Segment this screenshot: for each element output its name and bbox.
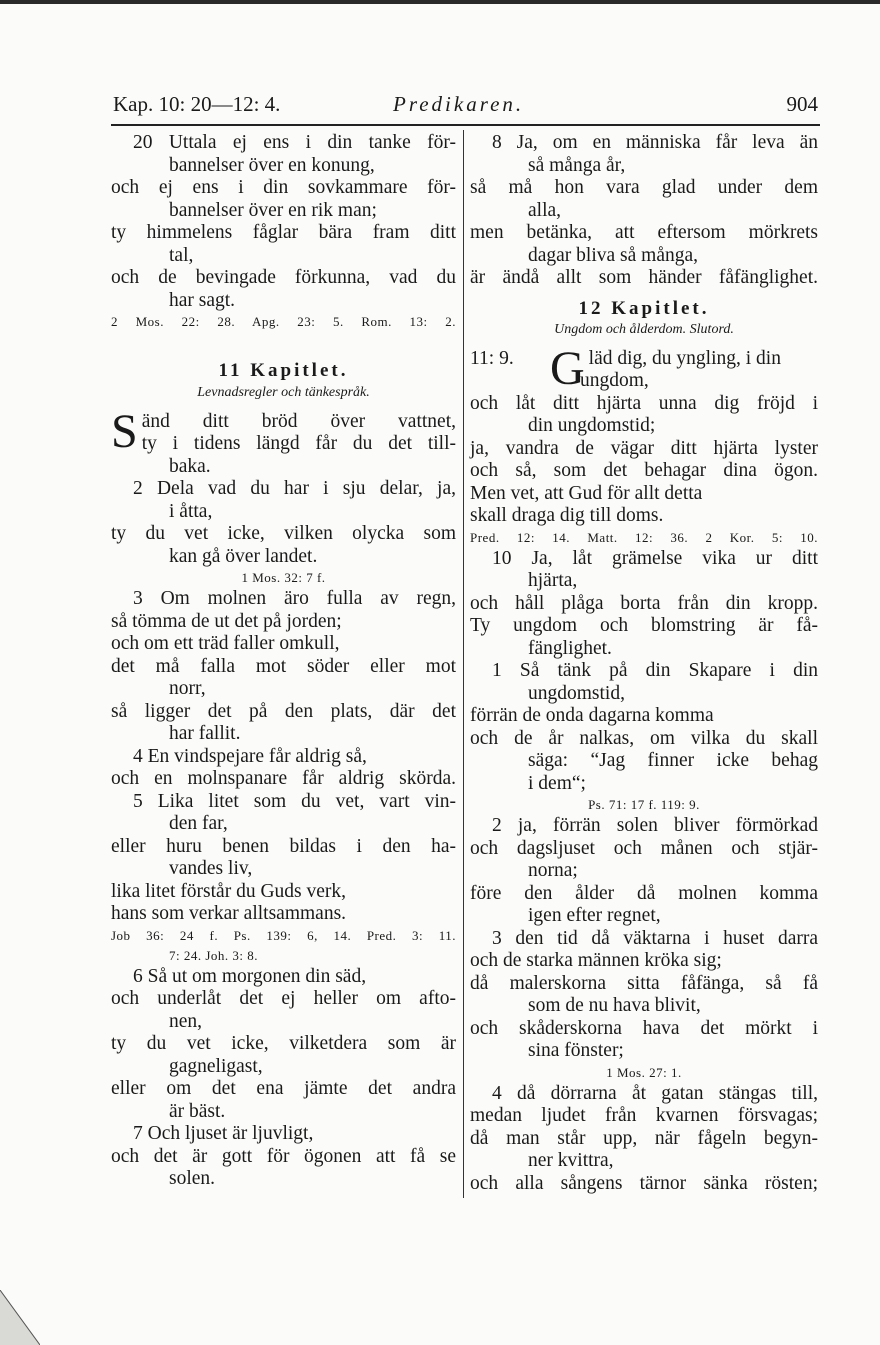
verse-line: sina fönster; bbox=[528, 1040, 624, 1061]
verse-line: norna; bbox=[528, 860, 578, 881]
verse-line: ty du vet icke, vilketdera som är bbox=[111, 1033, 456, 1054]
verse-line: 1 Så tänk på din Skapare i din bbox=[492, 660, 818, 681]
verse-line: fänglighet. bbox=[528, 637, 612, 659]
cross-reference: 1 Mos. 32: 7 f. bbox=[241, 570, 326, 585]
verse-line: 10 Ja, låt grämelse vika ur ditt bbox=[492, 547, 818, 569]
verse-line: 3 Om molnen äro fulla av regn, bbox=[133, 588, 456, 609]
verse-line: så ligger det på den plats, där det bbox=[111, 700, 456, 722]
verse-line: ner kvittra, bbox=[528, 1150, 614, 1171]
verse-line: lika litet förstår du Guds verk, bbox=[111, 880, 347, 902]
verse-line: då malerskorna sitta fåfänga, så få bbox=[470, 972, 818, 994]
verse-line: i åtta, bbox=[169, 500, 213, 522]
cross-reference: Pred. 12: 14. Matt. 12: 36. 2 Kor. 5: 10. bbox=[470, 529, 818, 545]
verse-line: 20 Uttala ej ens i din tanke för- bbox=[133, 132, 456, 153]
verse-line: nen, bbox=[169, 1010, 203, 1032]
verse-line: så må hon vara glad under dem bbox=[470, 177, 818, 198]
verse-line: och håll plåga borta från din kropp. bbox=[470, 592, 818, 614]
verse-line: eller om det ena jämte det andra bbox=[111, 1078, 456, 1099]
verse-line: solen. bbox=[169, 1168, 216, 1189]
verse-line: ty himmelens fåglar bära fram ditt bbox=[111, 222, 456, 243]
verse-line: igen efter regnet, bbox=[528, 905, 661, 926]
verse-line: 7 Och ljuset är ljuvligt, bbox=[133, 1123, 314, 1144]
verse-line: och de starka männen kröka sig; bbox=[470, 950, 722, 971]
right-column bbox=[470, 132, 818, 1195]
verse-line: och om ett träd faller omkull, bbox=[111, 633, 340, 654]
verse-line: ungdom, bbox=[580, 370, 649, 391]
verse-line: din ungdomstid; bbox=[528, 415, 656, 436]
verse-line: hjärta, bbox=[528, 570, 578, 591]
page-top-edge bbox=[0, 0, 880, 4]
verse-line: tal, bbox=[169, 244, 194, 266]
cross-reference: Ps. 71: 17 f. 119: 9. bbox=[588, 797, 700, 812]
verse-line: säga: “Jag finner icke behag bbox=[528, 750, 818, 771]
verse-line: alla, bbox=[528, 199, 562, 221]
verse-line: som de nu hava blivit, bbox=[528, 995, 701, 1016]
verse-line: den far, bbox=[169, 813, 228, 834]
verse-line: läd dig, du yngling, i din bbox=[588, 348, 781, 369]
verse-line: och dagsljuset och månen och stjär- bbox=[470, 837, 818, 859]
verse-line: och det är gott för ögonen att få se bbox=[111, 1145, 456, 1167]
verse-line: det må falla mot söder eller mot bbox=[111, 655, 456, 677]
verse-line: Ty ungdom och blomstring är få- bbox=[470, 615, 818, 636]
verse-line: är ändå allt som händer fåfänglighet. bbox=[470, 267, 818, 288]
cross-reference: 1 Mos. 27: 1. bbox=[606, 1064, 682, 1080]
verse-line: 6 Så ut om morgonen din säd, bbox=[133, 965, 367, 987]
header-rule bbox=[111, 124, 820, 126]
drop-cap: S bbox=[111, 404, 138, 458]
cross-reference: 2 Mos. 22: 28. Apg. 23: 5. Rom. 13: 2. bbox=[111, 314, 456, 329]
verse-line: skall draga dig till doms. bbox=[470, 505, 664, 526]
verse-line: gagneligast, bbox=[169, 1055, 263, 1077]
verse-line: och så, som det behagar dina ögon. bbox=[470, 460, 818, 481]
verse-line: före den ålder då molnen komma bbox=[470, 882, 818, 904]
verse-line: eller huru benen bildas i den ha- bbox=[111, 835, 456, 857]
cross-reference: Job 36: 24 f. Ps. 139: 6, 14. Pred. 3: 11. bbox=[111, 927, 456, 943]
verse-line: och underlåt det ej heller om afto- bbox=[111, 988, 456, 1009]
chapter-title: 12 Kapitlet. bbox=[578, 297, 710, 319]
verse-line: norr, bbox=[169, 678, 206, 699]
drop-cap: G bbox=[550, 342, 585, 395]
verse-line: och de år nalkas, om vilka du skall bbox=[470, 727, 818, 749]
verse-line: och alla sångens tärnor sänka rösten; bbox=[470, 1172, 818, 1194]
header-book-title: Predikaren. bbox=[393, 92, 525, 116]
verse-line: 2 ja, förrän solen bliver förmörkad bbox=[492, 815, 818, 836]
verse-line: är bäst. bbox=[169, 1100, 226, 1122]
verse-line: kan gå över landet. bbox=[169, 545, 318, 567]
verse-line: 2 Dela vad du har i sju delar, ja, bbox=[133, 478, 456, 499]
verse-line: vandes liv, bbox=[169, 858, 253, 879]
verse-line: och skåderskorna hava det mörkt i bbox=[470, 1017, 818, 1039]
verse-line: 4 då dörrarna åt gatan stängas till, bbox=[492, 1082, 818, 1104]
verse-line: bannelser över en rik man; bbox=[169, 199, 377, 221]
verse-line: medan ljudet från kvarnen försvagas; bbox=[470, 1105, 818, 1126]
chapter-title: 11 Kapitlet. bbox=[218, 360, 349, 381]
left-column bbox=[111, 132, 456, 1191]
header-chapter-range: Kap. 10: 20—12: 4. bbox=[113, 92, 281, 116]
verse-line: ungdomstid, bbox=[528, 682, 625, 704]
chapter-subtitle: Ungdom och ålderdom. Slutord. bbox=[554, 322, 734, 337]
page-number: 904 bbox=[786, 92, 818, 116]
verse-line: 3 den tid då väktarna i huset darra bbox=[492, 927, 818, 949]
running-header bbox=[113, 92, 818, 124]
verse-line: i dem“; bbox=[528, 772, 586, 794]
verse-line: förrän de onda dagarna komma bbox=[470, 705, 714, 726]
verse-line: så tömma de ut det på jorden; bbox=[111, 610, 342, 632]
verse-line: och ej ens i din sovkammare för- bbox=[111, 177, 456, 198]
verse-line: ty i tidens längd får du det till- bbox=[141, 433, 456, 454]
verse-line: men betänka, att eftersom mörkrets bbox=[470, 222, 818, 243]
verse-line: så många år, bbox=[528, 154, 626, 176]
verse-line: Men vet, att Gud för allt detta bbox=[470, 482, 703, 504]
column-divider bbox=[463, 130, 464, 1198]
page-corner-mark bbox=[0, 1290, 40, 1345]
verse-line: 5 Lika litet som du vet, vart vin- bbox=[133, 790, 456, 812]
verse-line: har fallit. bbox=[169, 723, 241, 744]
verse-line: änd ditt bröd över vattnet, bbox=[141, 410, 456, 432]
verse-line: och en molnspanare får aldrig skörda. bbox=[111, 768, 456, 789]
verse-line: 4 En vindspejare får aldrig så, bbox=[133, 745, 367, 767]
verse-line: hans som verkar alltsammans. bbox=[111, 903, 347, 924]
verse-line: ja, vandra de vägar ditt hjärta lyster bbox=[470, 437, 818, 459]
verse-reference: 11: 9. bbox=[470, 348, 514, 369]
verse-line: dagar bliva så många, bbox=[528, 244, 699, 266]
verse-line: ty du vet icke, vilken olycka som bbox=[111, 523, 456, 544]
verse-line: och de bevingade förkunna, vad du bbox=[111, 267, 456, 288]
verse-line: 8 Ja, om en människa får leva än bbox=[492, 132, 818, 153]
verse-line: då man står upp, när fågeln begyn- bbox=[470, 1127, 818, 1149]
cross-reference: 7: 24. Joh. 3: 8. bbox=[169, 947, 259, 963]
verse-line: bannelser över en konung, bbox=[169, 154, 375, 176]
verse-line: och låt ditt hjärta unna dig fröjd i bbox=[470, 392, 818, 414]
chapter-subtitle: Levnadsregler och tänkespråk. bbox=[197, 384, 370, 400]
verse-line: baka. bbox=[169, 455, 211, 477]
verse-line: har sagt. bbox=[169, 289, 236, 311]
